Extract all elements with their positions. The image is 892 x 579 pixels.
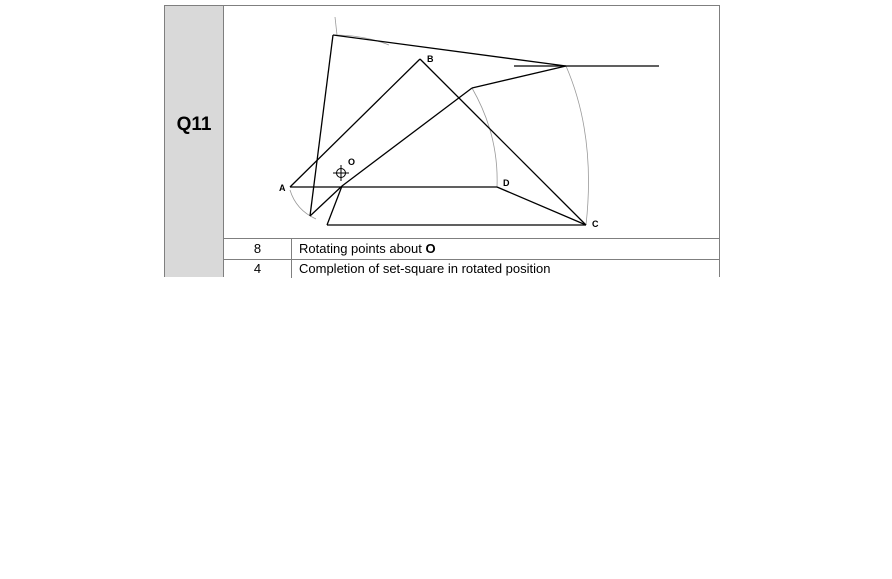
- rotated-diagonal: [342, 88, 472, 186]
- arc-medium: [472, 88, 497, 187]
- description-cell: [299, 239, 436, 259]
- description-bold-term: O: [425, 241, 436, 256]
- arc-large: [566, 66, 589, 225]
- description-text: Completion of set-square in rotated position: [299, 261, 551, 276]
- arc-left-top: [335, 17, 337, 35]
- construction-lines: [290, 17, 659, 225]
- question-number: Q11: [176, 114, 212, 135]
- marking-row: [224, 238, 720, 259]
- rotated-bottom-left: [310, 186, 342, 216]
- geometry-drawing: [224, 5, 720, 238]
- point-label-B: B: [427, 54, 434, 64]
- point-label-A: A: [279, 183, 286, 193]
- rotated-top-edge: [333, 35, 566, 66]
- rotated-inner-edge: [472, 66, 566, 88]
- line-A-B: [290, 59, 420, 187]
- base-left-stub: [327, 186, 342, 225]
- marking-row: [224, 259, 720, 277]
- line-D-C: [497, 187, 586, 225]
- description-text: Rotating points about: [299, 241, 426, 256]
- description-cell: [299, 260, 550, 278]
- question-number-column: [164, 5, 224, 277]
- marks-cell: 4: [224, 260, 292, 278]
- line-B-C: [420, 59, 586, 225]
- point-label-C: C: [592, 219, 599, 229]
- point-label-O: O: [348, 157, 356, 167]
- rotated-left-edge: [310, 35, 333, 216]
- point-label-D: D: [503, 178, 510, 188]
- marks-cell: 8: [224, 239, 292, 259]
